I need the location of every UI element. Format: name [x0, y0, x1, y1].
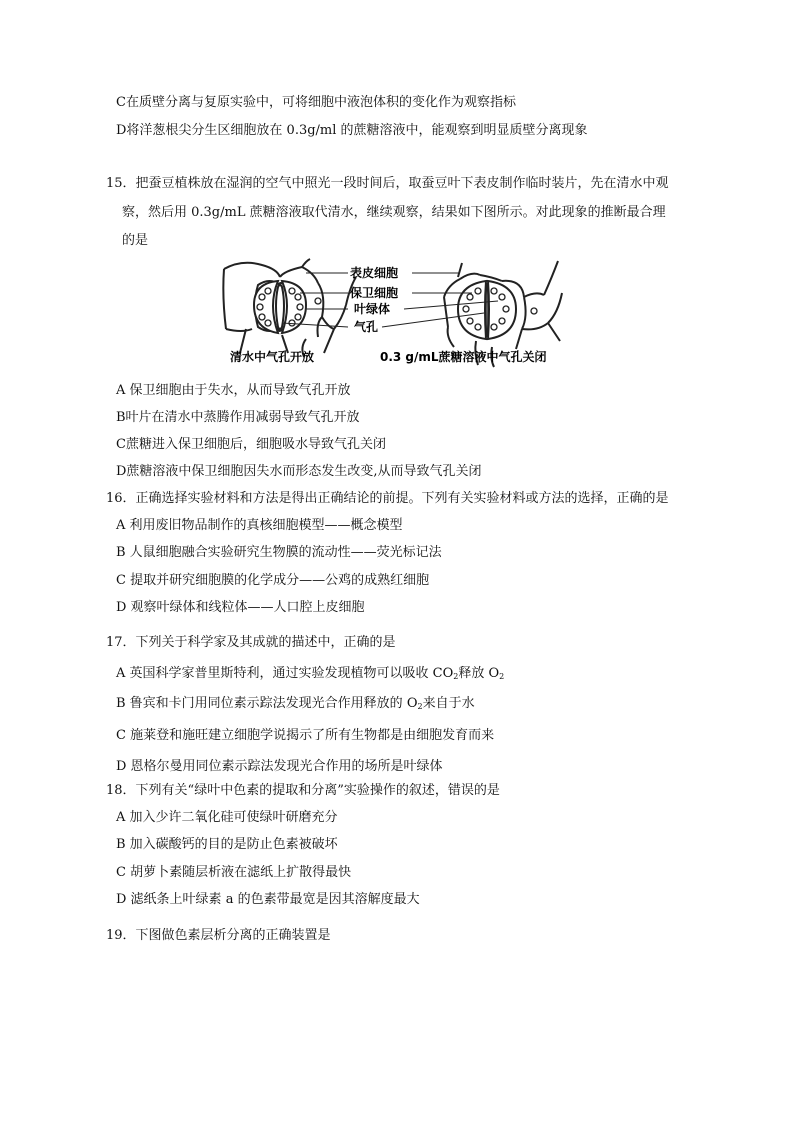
q15-option-a: A 保卫细胞由于失水，从而导致气孔开放: [116, 383, 351, 398]
caption-open: 清水中气孔开放: [230, 350, 315, 364]
q14-option-d: D将洋葱根尖分生区细胞放在 0.3g/ml 的蔗糖溶液中，能观察到明显质壁分离现象: [116, 123, 588, 138]
q17-option-d: D 恩格尔曼用同位素示踪法发现光合作用的场所是叶绿体: [116, 759, 443, 774]
q16-stem: 16．正确选择实验材料和方法是得出正确结论的前提。下列有关实验材料或方法的选择，正确的是: [106, 491, 669, 506]
q16-option-d: D 观察叶绿体和线粒体——人口腔上皮细胞: [116, 600, 365, 615]
q18-option-b: B 加入碳酸钙的目的是防止色素被破坏: [116, 837, 338, 852]
q15-option-b: B叶片在清水中蒸腾作用减弱导致气孔开放: [116, 410, 360, 425]
q18-option-a: A 加入少许二氧化硅可使绿叶研磨充分: [116, 810, 338, 825]
q16-option-a: A 利用废旧物品制作的真核细胞模型——概念模型: [116, 518, 403, 533]
label-epidermal-cell: 表皮细胞: [350, 266, 399, 280]
q17-option-b: B 鲁宾和卡门用同位素示踪法发现光合作用释放的 $O_2$来自于水: [116, 696, 475, 711]
stomata-figure: [222, 257, 582, 373]
q17-option-a: A 英国科学家普里斯特利，通过实验发现植物可以吸收 $CO_2$释放 $O_2$: [116, 666, 505, 681]
q15-stem-line-3: 的是: [122, 233, 149, 248]
q17-stem: 17．下列关于科学家及其成就的描述中，正确的是: [106, 635, 396, 650]
label-guard-cell: 保卫细胞: [350, 286, 399, 300]
caption-closed: 0.3 g/mL蔗糖溶液中气孔关闭: [380, 350, 547, 364]
q15-option-c: C蔗糖进入保卫细胞后，细胞吸水导致气孔关闭: [116, 437, 386, 452]
q16-option-b: B 人鼠细胞融合实验研究生物膜的流动性——荧光标记法: [116, 545, 442, 560]
q18-option-c: C 胡萝卜素随层析液在滤纸上扩散得最快: [116, 865, 352, 880]
q14-option-c: C在质壁分离与复原实验中，可将细胞中液泡体积的变化作为观察指标: [116, 95, 516, 110]
q15-stem-line-2: 察，然后用 0.3g/mL 蔗糖溶液取代清水，继续观察，结果如下图所示。对此现象的推断最合理: [122, 205, 666, 220]
guard-cells-open: [254, 281, 306, 333]
q19-stem: 19．下图做色素层析分离的正确装置是: [106, 928, 331, 943]
label-stoma: 气孔: [354, 320, 379, 334]
q15-option-d: D蔗糖溶液中保卫细胞因失水而形态发生改变,从而导致气孔关闭: [116, 464, 482, 479]
q18-stem: 18．下列有关“绿叶中色素的提取和分离”实验操作的叙述，错误的是: [106, 783, 500, 798]
label-chloroplast: 叶绿体: [354, 302, 391, 316]
q17-option-c: C 施莱登和施旺建立细胞学说揭示了所有生物都是由细胞发育而来: [116, 728, 495, 743]
q16-option-c: C 提取并研究细胞膜的化学成分——公鸡的成熟红细胞: [116, 573, 430, 588]
q15-stem-line-1: 15．把蚕豆植株放在湿润的空气中照光一段时间后，取蚕豆叶下表皮制作临时装片，先在清水中观: [106, 176, 669, 191]
q18-option-d: D 滤纸条上叶绿素 a 的色素带最宽是因其溶解度最大: [116, 892, 420, 907]
